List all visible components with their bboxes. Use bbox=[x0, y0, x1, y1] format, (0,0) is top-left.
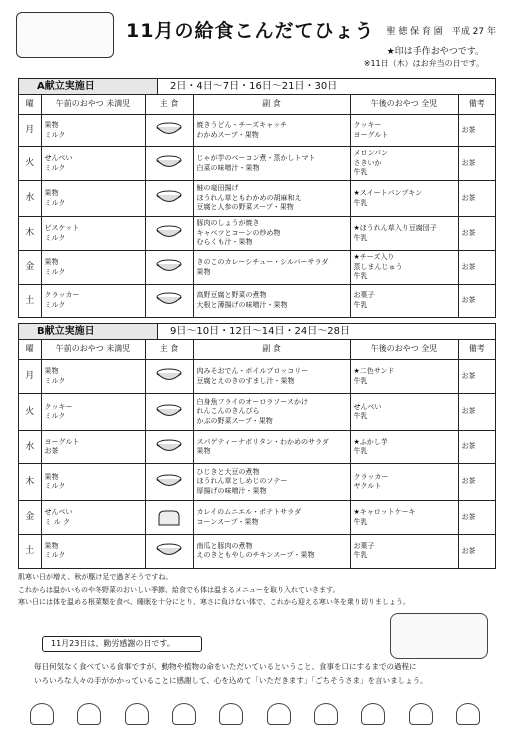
table-row: 木 ビスケット ミルク 豚肉のしょうが焼き キャベツとコーンの炒め物 むらくも汁・果物 ★ほうれん草入り豆腐団子 牛乳 お茶 bbox=[19, 217, 495, 251]
rice-bowl-icon bbox=[145, 535, 193, 568]
kid-icon bbox=[172, 703, 196, 725]
col-remarks: 備考 bbox=[458, 95, 495, 115]
rice-bowl-icon bbox=[145, 394, 193, 431]
kids-illustration bbox=[16, 12, 114, 58]
menu-a-label: A献立実施日 bbox=[19, 79, 158, 94]
rice-bowl-icon bbox=[145, 181, 193, 217]
table-header bbox=[19, 95, 495, 115]
table-row: 火 せんべい ミルク じゃが芋のベーコン煮・蒸かしトマト 白菜の味噌汁・果物 メロンパン さきいか 牛乳 お茶 bbox=[19, 147, 495, 181]
rice-bowl-icon bbox=[145, 251, 193, 285]
menu-b-label: B献立実施日 bbox=[19, 324, 158, 339]
rice-bowl-icon bbox=[145, 115, 193, 147]
menu-a bbox=[18, 78, 496, 318]
table-row: 金 せんべい ミ ル ク カレイのムニエル・ポテトサラダ コーンスープ・果物 ★キャロットケーキ 牛乳 お茶 bbox=[19, 501, 495, 535]
menu-b bbox=[18, 323, 496, 569]
page-title: 11月の給食こんだてひょう bbox=[126, 20, 375, 42]
menu-b-table bbox=[19, 340, 495, 568]
table-row: 木 果物 ミルク ひじきと大豆の煮物 ほうれん草としめじのソテー 厚揚げの味噌汁・果物 クラッカー ヤクルト お茶 bbox=[19, 464, 495, 501]
rice-bowl-icon bbox=[145, 431, 193, 464]
rice-bowl-icon bbox=[145, 285, 193, 317]
table-row: 金 果物 ミルク きのこのカレーシチュー・シルバーサラダ 果物 ★チーズ入り 蒸しまんじゅう 牛乳 お茶 bbox=[19, 251, 495, 285]
col-day: 曜 bbox=[25, 99, 34, 109]
bento-note: ※11日（木）はお弁当の日です。 bbox=[363, 59, 484, 68]
col-side: 副 食 bbox=[193, 95, 350, 115]
col-am-snack: 午前のおやつ 未満児 bbox=[41, 95, 145, 115]
kids-border-illustration bbox=[30, 703, 480, 725]
rice-bowl-icon bbox=[145, 147, 193, 181]
table-row: 水 果物 ミルク 鮭の竜田揚げ ほうれん草ともわかめの胡麻和え 豆腐と人参の野菜スープ・果物 ★スイートパンプキン 牛乳 お茶 bbox=[19, 181, 495, 217]
rice-bowl-icon bbox=[145, 217, 193, 251]
col-main: 主 食 bbox=[145, 340, 193, 360]
rice-bowl-icon bbox=[145, 464, 193, 501]
kid-icon bbox=[314, 703, 338, 725]
school-name: 聖 徳 保 育 園 平成 27 年 bbox=[386, 27, 496, 37]
table-row: 月 果物 ミルク 肉みそおでん・ボイルブロッコリー 豆腐とえのきのすまし汁・果物 ★二色サンド 牛乳 お茶 bbox=[19, 360, 495, 394]
menu-b-bar bbox=[19, 324, 495, 340]
kid-icon bbox=[30, 703, 54, 725]
col-main: 主 食 bbox=[145, 95, 193, 115]
labor-thanksgiving-box: 11月23日は、勤労感謝の日です。 bbox=[42, 636, 202, 652]
kid-icon bbox=[219, 703, 243, 725]
table-row: 火 クッキー ミルク 白身魚フライのオーロラソースかけ れんこんのきんぴら かぶの野菜スープ・果物 せんべい 牛乳 お茶 bbox=[19, 394, 495, 431]
closing-message: 毎日何気なく食べている食事ですが、動物や植物の命をいただいているということ、食事を口にするまでの過程に いろいろな人々の手がかかっていることに感謝して、心を込めて「いただきます」「ごちそうさま」を言いましょう。 bbox=[34, 662, 428, 685]
col-side: 副 食 bbox=[193, 340, 350, 360]
table-row: 土 果物 ミルク 南瓜と豚肉の煮物 えのきともやしのチキンスープ・果物 お菓子 牛乳 お茶 bbox=[19, 535, 495, 568]
menu-a-dates: 2日・4日〜7日・16日〜21日・30日 bbox=[170, 81, 338, 92]
menu-a-table bbox=[19, 95, 495, 317]
col-pm-snack: 午後のおやつ 全児 bbox=[350, 95, 458, 115]
rice-bowl-icon bbox=[145, 360, 193, 394]
kid-icon bbox=[267, 703, 291, 725]
table-row: 土 クラッカー ミルク 高野豆腐と野菜の煮物 大根と薄揚げの味噌汁・果物 お菓子 牛乳 お茶 bbox=[19, 285, 495, 317]
handmade-note: ★印は手作おやつです。 bbox=[386, 47, 484, 57]
footer-message: 肌寒い日が増え、秋が駆け足で過ぎそうですね。 これからは温かいものや冬野菜のおいしい季節、給食でも体は温まるメニューを取り入れていきます。 寒い日には体を温める根菜類を食べ、睡眠を十分にとり、寒さに負けない体で、これから迎える寒い冬を乗り切りましょう。 bbox=[18, 573, 410, 607]
table-row: 月 果物 ミルク 焼きうどん・チーズキャッチ わかめスープ・果物 クッキー ヨーグルト お茶 bbox=[19, 115, 495, 147]
col-remarks: 備考 bbox=[458, 340, 495, 360]
family-illustration bbox=[390, 613, 488, 659]
bread-icon bbox=[145, 501, 193, 535]
kid-icon bbox=[125, 703, 149, 725]
kid-icon bbox=[361, 703, 385, 725]
table-row: 水 ヨーグルト お茶 スパゲティーナポリタン・わかめのサラダ 果物 ★ふかし芋 牛乳 お茶 bbox=[19, 431, 495, 464]
table-header bbox=[19, 340, 495, 360]
kid-icon bbox=[77, 703, 101, 725]
col-day: 曜 bbox=[25, 344, 34, 354]
col-am-snack: 午前のおやつ 未満児 bbox=[41, 340, 145, 360]
menu-b-dates: 9日〜10日・12日〜14日・24日〜28日 bbox=[170, 326, 350, 337]
kid-icon bbox=[409, 703, 433, 725]
kid-icon bbox=[456, 703, 480, 725]
menu-a-bar bbox=[19, 79, 495, 95]
col-pm-snack: 午後のおやつ 全児 bbox=[350, 340, 458, 360]
